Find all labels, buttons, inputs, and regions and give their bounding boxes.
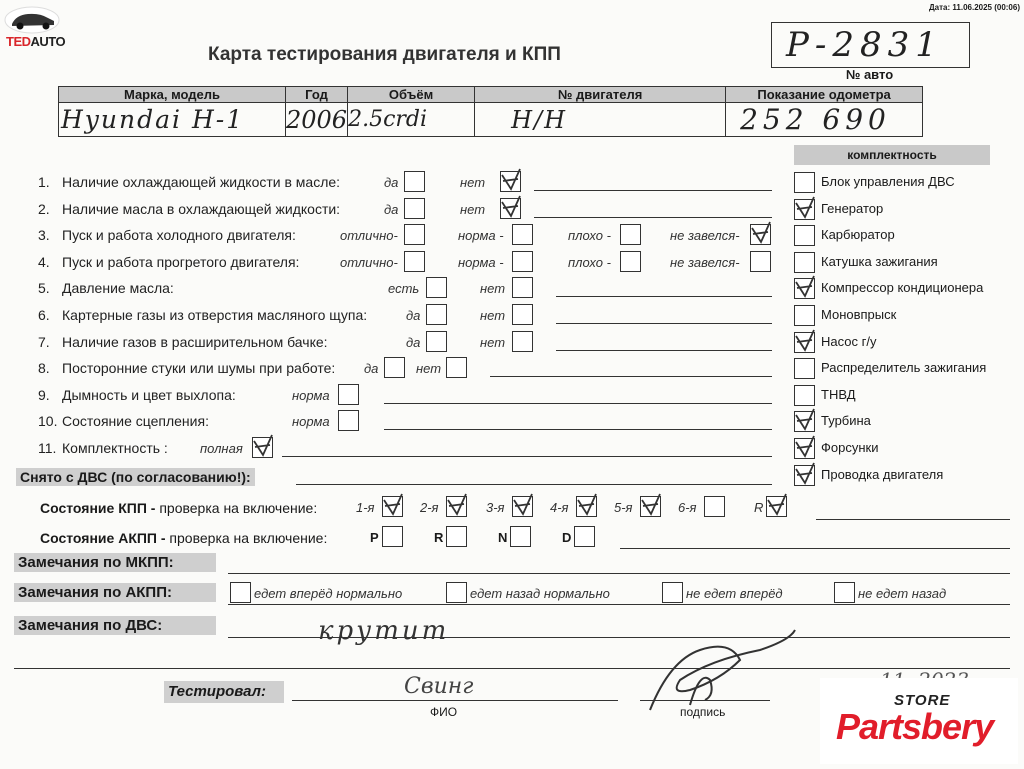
completeness-item-label: Компрессор кондиционера — [821, 280, 984, 296]
check-line — [384, 403, 772, 404]
check-text: Давление масла: — [62, 280, 174, 297]
check-text: Комплектность : — [62, 440, 168, 456]
signature-scribble — [640, 620, 800, 720]
auto-number-label: № авто — [845, 67, 894, 82]
check-option-box[interactable] — [426, 331, 447, 352]
check-option-label: нет — [416, 361, 442, 377]
auto-number-box — [771, 22, 970, 68]
akpp-row-label — [40, 530, 327, 546]
completeness-item-label: Распределитель зажигания — [821, 360, 987, 376]
check-option-box[interactable] — [512, 331, 533, 352]
remarks-mkpp-label: Замечания по МКПП: — [14, 553, 216, 572]
completeness-checkbox[interactable] — [794, 172, 815, 193]
kpp-row-label — [40, 500, 317, 516]
completeness-item-label: Моновпрыск — [821, 307, 897, 322]
check-text: Картерные газы из отверстия масляного щупа: — [62, 307, 368, 323]
check-option-label: не завелся- — [670, 228, 740, 244]
fio-line — [292, 700, 618, 701]
completeness-item-label: Насос г/у — [821, 333, 877, 349]
check-option-box[interactable] — [620, 224, 641, 245]
check-number: 4. — [38, 253, 50, 270]
kpp-gear-label: 4-я — [550, 500, 569, 515]
check-option-box[interactable] — [446, 357, 467, 378]
check-number: 11. — [38, 440, 57, 456]
completeness-item-label: Проводка двигателя — [821, 466, 944, 482]
check-line — [490, 376, 772, 377]
check-text: Посторонние стуки или шумы при работе: — [62, 360, 336, 377]
check-option-label: отлично- — [340, 254, 398, 270]
check-text: Состояние сцепления: — [62, 413, 209, 430]
check-text: Дымность и цвет выхлопа: — [62, 386, 236, 403]
col-volume: Объём — [348, 87, 474, 102]
akpp-gear-box[interactable] — [446, 526, 467, 547]
kpp-text: проверка на включение: — [155, 500, 318, 516]
check-line — [282, 456, 772, 457]
check-number: 10. — [38, 413, 58, 430]
check-text: Наличие газов в расширительном бачке: — [62, 333, 328, 350]
check-option-label: нет — [480, 334, 506, 350]
akpp-gear-label: N — [498, 530, 508, 545]
removed-line — [296, 484, 772, 485]
check-option-label: нет — [480, 308, 506, 323]
value-year: 2006 — [286, 105, 348, 134]
check-number: 7. — [38, 333, 50, 350]
col-year: Год — [286, 87, 347, 102]
akpp-remark-box[interactable] — [230, 582, 251, 603]
col-brand-model: Марка, модель — [59, 87, 285, 102]
check-line — [556, 296, 772, 297]
check-option-label: плохо - — [568, 228, 611, 244]
check-number: 1. — [38, 174, 50, 190]
check-line — [384, 429, 772, 430]
check-option-label: норма - — [458, 254, 504, 270]
removed-label: Снято с ДВС (по согласованию!): — [16, 468, 255, 486]
col-engine-no: № двигателя — [475, 87, 725, 102]
check-number: 5. — [38, 280, 50, 297]
check-option-box[interactable] — [512, 224, 533, 245]
check-option-label: норма — [292, 387, 330, 403]
auto-number-value: Р-2831 — [786, 25, 943, 65]
kpp-bold: Состояние КПП - — [40, 500, 156, 516]
check-option-label: да — [364, 361, 379, 377]
kpp-gear-label: 6-я — [678, 500, 697, 515]
akpp-gear-box[interactable] — [382, 526, 403, 547]
check-number: 3. — [38, 227, 50, 244]
akpp-text: проверка на включение: — [165, 530, 328, 546]
check-line — [556, 350, 772, 351]
remarks-dvs-line — [228, 637, 1010, 638]
completeness-item-label: Генератор — [821, 200, 884, 216]
check-option-box[interactable] — [500, 198, 521, 219]
check-option-box[interactable] — [750, 224, 771, 245]
check-option-label: отлично- — [340, 228, 398, 244]
kpp-gear-box[interactable] — [382, 496, 403, 517]
akpp-gear-label: R — [434, 530, 444, 545]
check-option-label: не завелся- — [670, 254, 740, 270]
kpp-gear-box[interactable] — [766, 496, 787, 517]
value-engine-no: H/H — [511, 105, 568, 134]
remarks-akpp-label: Замечания по АКПП: — [14, 583, 216, 602]
check-option-label: да — [384, 201, 399, 217]
logo-text — [6, 34, 65, 49]
check-option-label: да — [384, 175, 399, 190]
completeness-checkbox[interactable] — [794, 278, 815, 299]
completeness-checkbox[interactable] — [794, 465, 815, 486]
completeness-checkbox[interactable] — [794, 438, 815, 459]
check-option-box[interactable] — [750, 251, 771, 272]
fio-label: ФИО — [430, 705, 458, 719]
check-option-box[interactable] — [512, 304, 533, 325]
kpp-gear-label: R — [754, 500, 764, 515]
check-option-box[interactable] — [512, 277, 533, 298]
col-odometer: Показание одометра — [726, 87, 922, 102]
akpp-remark-label: едет назад нормально — [470, 586, 610, 601]
completeness-item-label: Блок управления ДВС — [821, 174, 955, 189]
check-option-box[interactable] — [426, 277, 447, 298]
akpp-remark-label: не едет назад — [858, 586, 947, 601]
completeness-item-label: Турбина — [821, 413, 871, 429]
completeness-checkbox[interactable] — [794, 411, 815, 432]
completeness-checkbox[interactable] — [794, 225, 815, 246]
kpp-gear-box[interactable] — [704, 496, 725, 517]
date-stamp: Дата: 11.06.2025 (00:06) — [928, 3, 1020, 12]
completeness-item-label: ТНВД — [821, 386, 856, 402]
vehicle-info-table — [58, 86, 923, 137]
logo-dark: AUTO — [30, 34, 66, 49]
check-option-label: плохо - — [568, 254, 611, 270]
completeness-checkbox[interactable] — [794, 332, 815, 353]
remarks-extra-line — [14, 668, 1010, 669]
check-option-label: норма — [292, 414, 330, 430]
check-option-box[interactable] — [426, 304, 447, 325]
completeness-title: комплектность — [794, 145, 990, 165]
check-option-label: норма - — [458, 228, 504, 244]
remarks-mkpp-line — [228, 573, 1010, 574]
page-title: Карта тестирования двигателя и КПП — [208, 44, 561, 65]
check-number: 9. — [38, 386, 50, 403]
completeness-checkbox[interactable] — [794, 385, 815, 406]
check-option-label: нет — [460, 175, 486, 190]
kpp-gear-label: 1-я — [356, 500, 375, 515]
kpp-gear-box[interactable] — [512, 496, 533, 517]
akpp-remark-label: едет вперёд нормально — [254, 586, 403, 601]
car-icon — [4, 6, 60, 34]
kpp-gear-box[interactable] — [640, 496, 661, 517]
check-option-box[interactable] — [404, 198, 425, 219]
akpp-gear-label: D — [562, 530, 572, 545]
akpp-remark-line — [228, 604, 1010, 605]
kpp-gear-box[interactable] — [576, 496, 597, 517]
check-text: Пуск и работа холодного двигателя: — [62, 227, 296, 244]
check-text: Пуск и работа прогретого двигателя: — [62, 253, 300, 270]
akpp-line — [620, 548, 1010, 549]
akpp-bold: Состояние АКПП - — [40, 530, 166, 546]
akpp-remark-box[interactable] — [662, 582, 683, 603]
value-odometer: 252 690 — [740, 103, 891, 136]
check-option-box[interactable] — [500, 171, 521, 192]
check-line — [534, 190, 772, 191]
completeness-checkbox[interactable] — [794, 199, 815, 220]
logo-red: TED — [6, 34, 31, 49]
kpp-line — [816, 519, 1010, 520]
check-option-box[interactable] — [338, 384, 359, 405]
check-text: Наличие масла в охлаждающей жидкости: — [62, 200, 341, 217]
kpp-gear-label: 3-я — [486, 500, 505, 515]
check-option-box[interactable] — [384, 357, 405, 378]
partsbery-small: STORE — [894, 692, 951, 709]
kpp-gear-box[interactable] — [446, 496, 467, 517]
tested-label: Тестировал: — [168, 683, 266, 700]
sign-label: подпись — [680, 705, 726, 719]
partsbery-logo — [820, 678, 1018, 764]
kpp-gear-label: 2-я — [420, 500, 439, 515]
value-brand-model: Hyundai H-1 — [61, 105, 245, 134]
check-text: Наличие охлаждающей жидкости в масле: — [62, 174, 341, 190]
akpp-gear-label: P — [370, 530, 379, 545]
check-option-label: нет — [460, 201, 486, 217]
partsbery-name: Partsbery — [836, 706, 994, 747]
akpp-remark-box[interactable] — [446, 582, 467, 603]
check-line — [556, 323, 772, 324]
akpp-remark-label: не едет вперёд — [686, 586, 783, 601]
check-number: 2. — [38, 200, 50, 217]
remarks-dvs-value: крутит — [318, 616, 450, 646]
check-option-box[interactable] — [404, 224, 425, 245]
check-option-label: да — [406, 334, 421, 350]
check-option-box[interactable] — [338, 410, 359, 431]
check-option-label: полная — [200, 441, 243, 456]
akpp-gear-box[interactable] — [510, 526, 531, 547]
check-option-box[interactable] — [620, 251, 641, 272]
remarks-dvs-label: Замечания по ДВС: — [14, 616, 216, 635]
akpp-remark-box[interactable] — [834, 582, 855, 603]
kpp-gear-label: 5-я — [614, 500, 633, 515]
completeness-checkbox[interactable] — [794, 305, 815, 326]
completeness-item-label: Форсунки — [821, 440, 879, 455]
check-option-box[interactable] — [512, 251, 533, 272]
check-number: 6. — [38, 307, 50, 323]
value-volume: 2.5crdi — [348, 107, 428, 132]
check-option-box[interactable] — [252, 437, 273, 458]
check-line — [534, 217, 772, 218]
check-option-label: да — [406, 308, 421, 323]
completeness-checkbox[interactable] — [794, 252, 815, 273]
akpp-gear-box[interactable] — [574, 526, 595, 547]
tester-name: Свинг — [404, 674, 474, 699]
check-option-label: нет — [480, 281, 506, 297]
completeness-item-label: Карбюратор — [821, 227, 895, 243]
completeness-checkbox[interactable] — [794, 358, 815, 379]
tedauto-logo — [4, 6, 64, 52]
check-option-box[interactable] — [404, 171, 425, 192]
check-option-box[interactable] — [404, 251, 425, 272]
check-option-label: есть — [388, 281, 420, 297]
check-number: 8. — [38, 360, 50, 377]
completeness-item-label: Катушка зажигания — [821, 253, 938, 269]
